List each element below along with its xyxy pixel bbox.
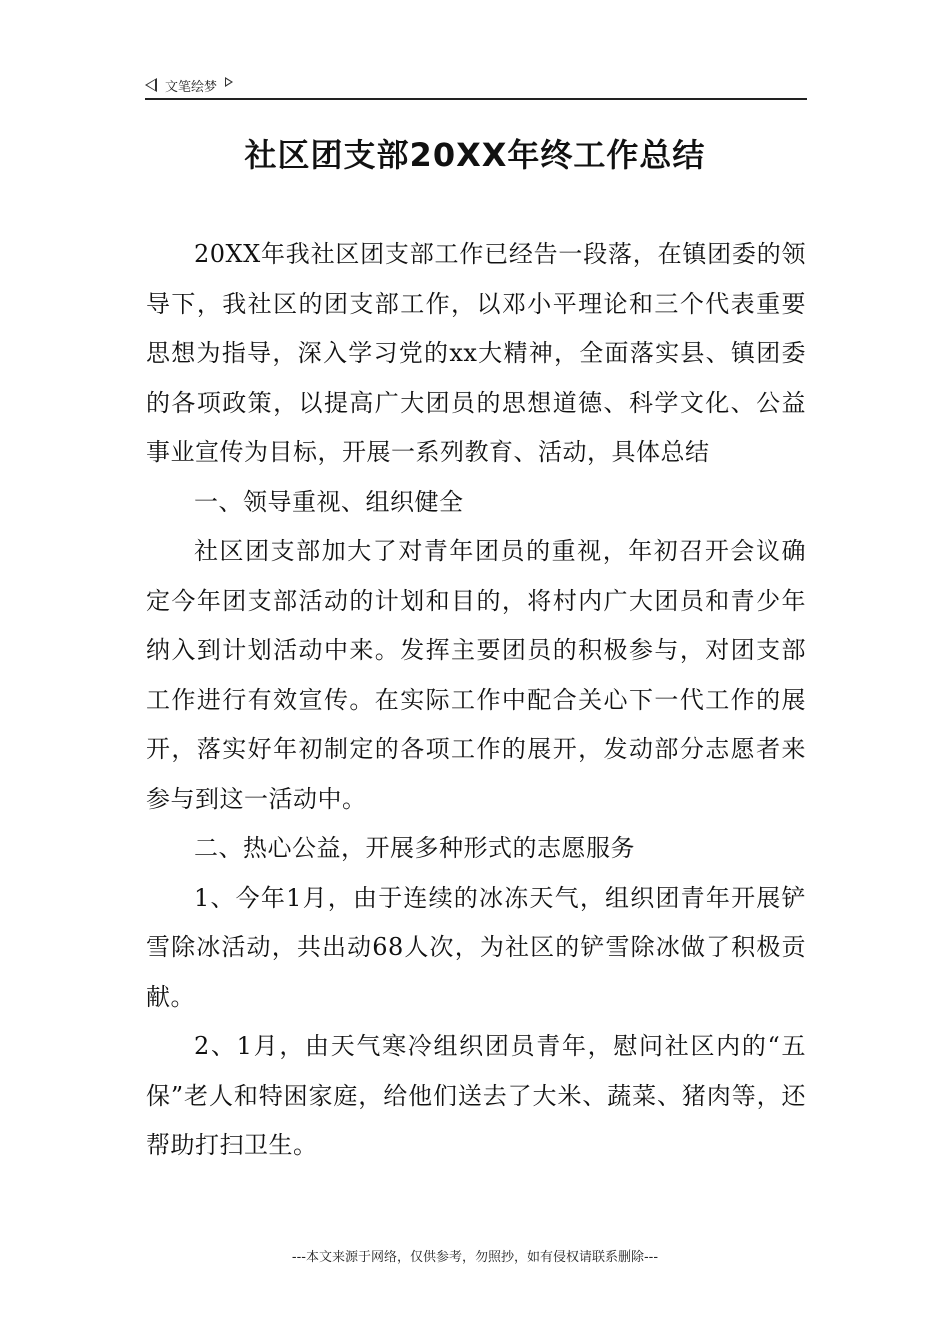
paragraph-intro: 20XX年我社区团支部工作已经告一段落，在镇团委的领导下，我社区的团支部工作，以邓小平理论和三个代表重要思想为指导，深入学习党的xx大精神，全面落实县、镇团委的各项政策，以提高广大团员的思想道德、科学文化、公益事业宣传为目标，开展一系列教育、活动，具体总结	[146, 240, 806, 466]
section-heading-2: 二、热心公益，开展多种形式的志愿服务	[194, 834, 635, 862]
header-label: 文笔绘梦	[165, 79, 218, 95]
document-body	[146, 230, 806, 1171]
footer-notice: ---本文来源于网络，仅供参考，勿照抄，如有侵权请联系删除---	[291, 1250, 659, 1265]
page-header	[145, 74, 807, 100]
paragraph-item-1: 1、今年1月，由于连续的冰冻天气，组织团青年开展铲雪除冰活动，共出动68人次，为社区的铲雪除冰做了积极贡献。	[146, 883, 806, 1011]
paragraph-section-1: 社区团支部加大了对青年团员的重视，年初召开会议确定今年团支部活动的计划和目的，将村内广大团员和青少年纳入到计划活动中来。发挥主要团员的积极参与，对团支部工作进行有效宣传。在实际工作中配合关心下一代工作的展开，落实好年初制定的各项工作的展开，发动部分志愿者来参与到这一活动中。	[146, 537, 806, 813]
section-heading-1: 一、领导重视、组织健全	[194, 487, 464, 516]
header-bar	[145, 74, 807, 96]
document-title: 社区团支部20XX年终工作总结	[244, 136, 706, 174]
triangle-left-icon	[145, 78, 157, 92]
triangle-right-icon	[225, 77, 233, 87]
paragraph-item-2: 2、1月，由天气寒冷组织团员青年，慰问社区内的“五保”老人和特困家庭，给他们送去了大米、蔬菜、猪肉等，还帮助打扫卫生。	[146, 1032, 806, 1159]
